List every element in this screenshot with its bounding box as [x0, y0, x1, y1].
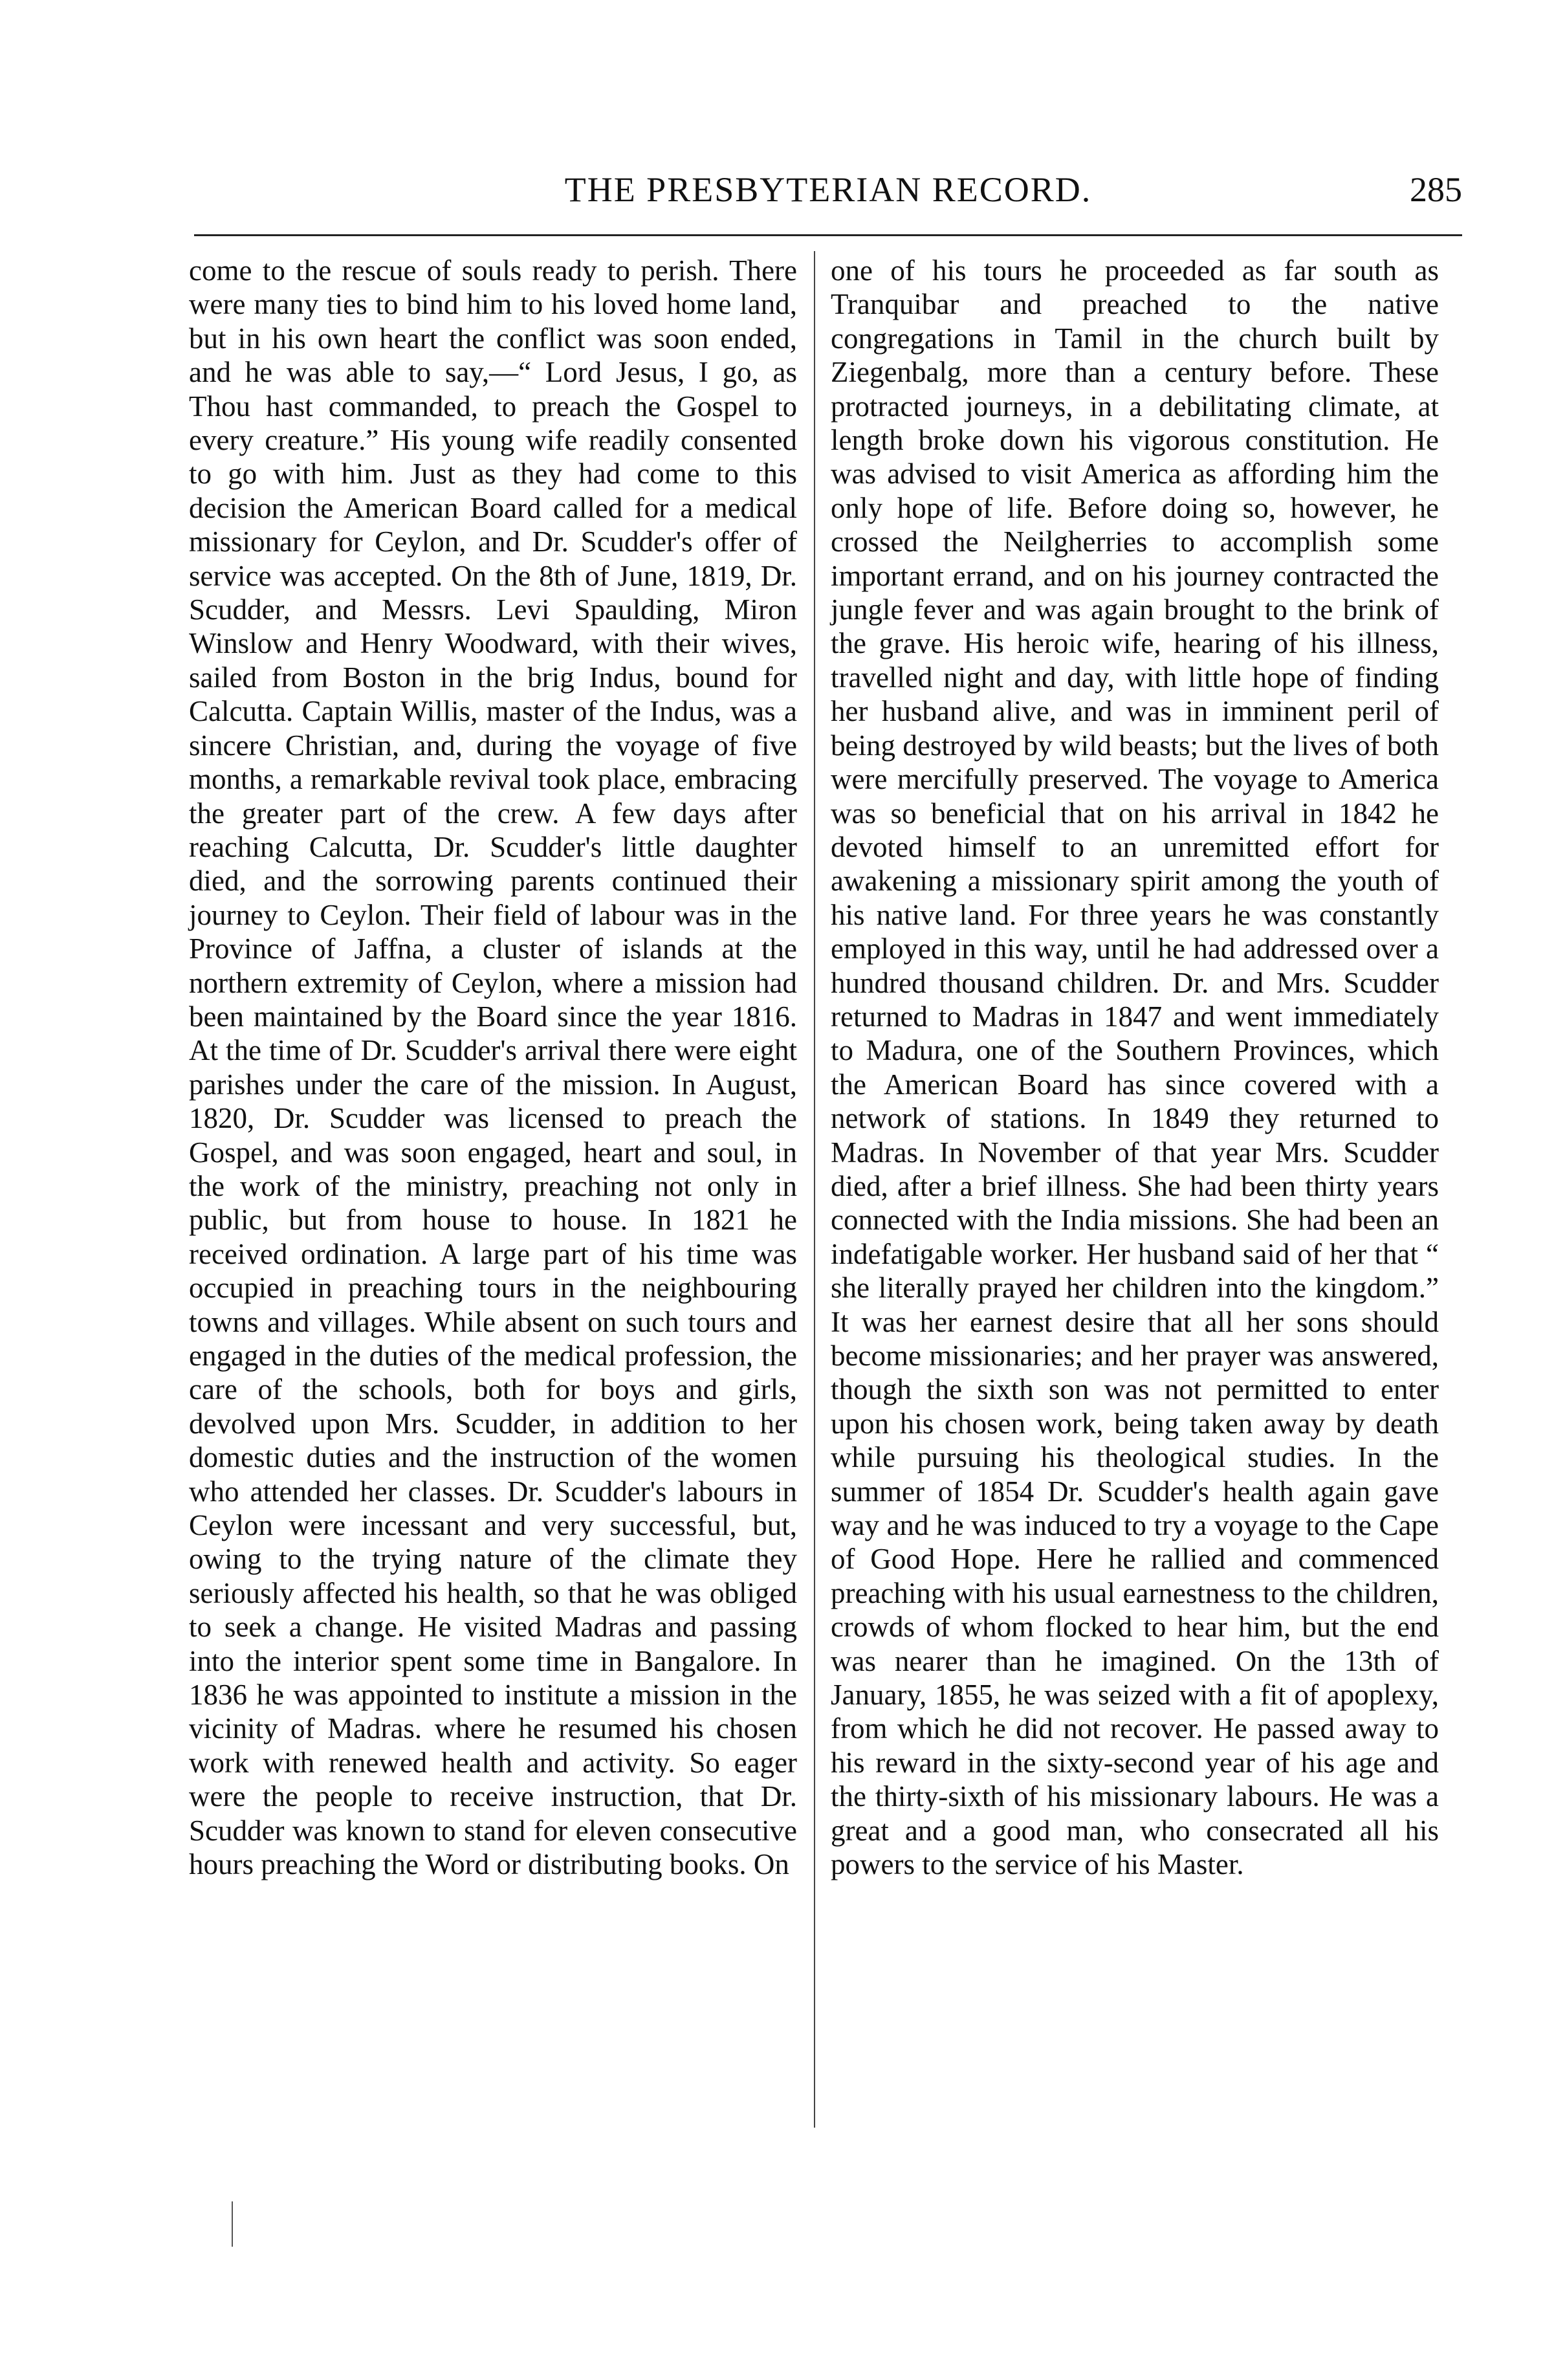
right-column [831, 254, 1439, 1882]
header-rule [194, 234, 1462, 236]
page-number: 285 [1410, 170, 1462, 209]
print-mark [232, 2201, 233, 2247]
running-title: THE PRESBYTERIAN RECORD. [564, 170, 1092, 209]
right-column-text: one of his tours he proceeded as far south as Tranquibar and preached to the native congregations in Tamil in the church built by Ziegenbalg, more than a century before. These protracted journeys, in a debilitating climate, at length broke down his vigorous constitution. He was advised to visit America as affording him the only hope of life. Before doing so, however, he crossed the Neilgherries to accomplish some important errand, and on his journey contracted the jungle fever and was again brought to the brink of the grave. His heroic wife, hearing of his illness, travelled night and day, with little hope of finding her husband alive, and was in imminent peril of being destroyed by wild beasts; but the lives of both were mercifully preserved. The voyage to America was so beneficial that on his arrival in 1842 he devoted himself to an unremitted effort for awakening a missionary spirit among the youth of his native land. For three years he was constantly employed in this way, until he had addressed over a hundred thousand children. Dr. and Mrs. Scudder returned to Madras in 1847 and went immediately to Madura, one of the Southern Provinces, which the American Board has since covered with a network of stations. In 1849 they returned to Madras. In November of that year Mrs. Scudder died, after a brief illness. She had been thirty years connected with the India missions. She had been an indefatigable worker. Her husband said of her that “ she literally prayed her children into the kingdom.” It was her earnest desire that all her sons should become missionaries; and her prayer was answered, though the sixth son was not permitted to enter upon his chosen work, being taken away by death while pursuing his theological studies. In the summer of 1854 Dr. Scudder's health again gave way and he was induced to try a voyage to the Cape of Good Hope. Here he rallied and commenced preaching with his usual earnestness to the children, crowds of whom flocked to hear him, but the end was nearer than he imagined. On the 13th of January, 1855, he was seized with a fit of apoplexy, from which he did not recover. He passed away to his reward in the sixty-second year of his age and the thirty-sixth of his missionary labours. He was a great and a good man, who consecrated all his powers to the service of his Master. [831, 254, 1439, 1881]
left-column-text: come to the rescue of souls ready to perish. There were many ties to bind him to his loved home land, but in his own heart the conflict was soon ended, and he was able to say,—“ Lord Jesus, I go, as Thou hast commanded, to preach the Gospel to every creature.” His young wife readily consented to go with him. Just as they had come to this decision the American Board called for a medical missionary for Ceylon, and Dr. Scudder's offer of service was accepted. On the 8th of June, 1819, Dr. Scudder, and Messrs. Levi Spaulding, Miron Winslow and Henry Woodward, with their wives, sailed from Boston in the brig Indus, bound for Calcutta. Captain Willis, master of the Indus, was a sincere Christian, and, during the voyage of five months, a remarkable revival took place, embracing the greater part of the crew. A few days after reaching Calcutta, Dr. Scudder's little daughter died, and the sorrowing parents continued their journey to Ceylon. Their field of labour was in the Province of Jaffna, a cluster of islands at the northern extremity of Ceylon, where a mission had been maintained by the Board since the year 1816. At the time of Dr. Scudder's arrival there were eight parishes under the care of the mission. In August, 1820, Dr. Scudder was licensed to preach the Gospel, and was soon engaged, heart and soul, in the work of the ministry, preaching not only in public, but from house to house. In 1821 he received ordination. A large part of his time was occupied in preaching tours in the neighbouring towns and villages. While absent on such tours and engaged in the duties of the medical profession, the care of the schools, both for boys and girls, devolved upon Mrs. Scudder, in addition to her domestic duties and the instruction of the women who attended her classes. Dr. Scudder's labours in Ceylon were incessant and very successful, but, owing to the trying nature of the climate they seriously affected his health, so that he was obliged to seek a change. He visited Madras and passing into the interior spent some time in Bangalore. In 1836 he was appointed to institute a mission in the vicinity of Madras. where he resumed his chosen work with renewed health and activity. So eager were the people to receive instruction, that Dr. Scudder was known to stand for eleven consecutive hours preaching the Word or distributing books. On [189, 254, 797, 1881]
column-divider [814, 251, 815, 2128]
page-header [194, 167, 1462, 212]
left-column [189, 254, 797, 1882]
